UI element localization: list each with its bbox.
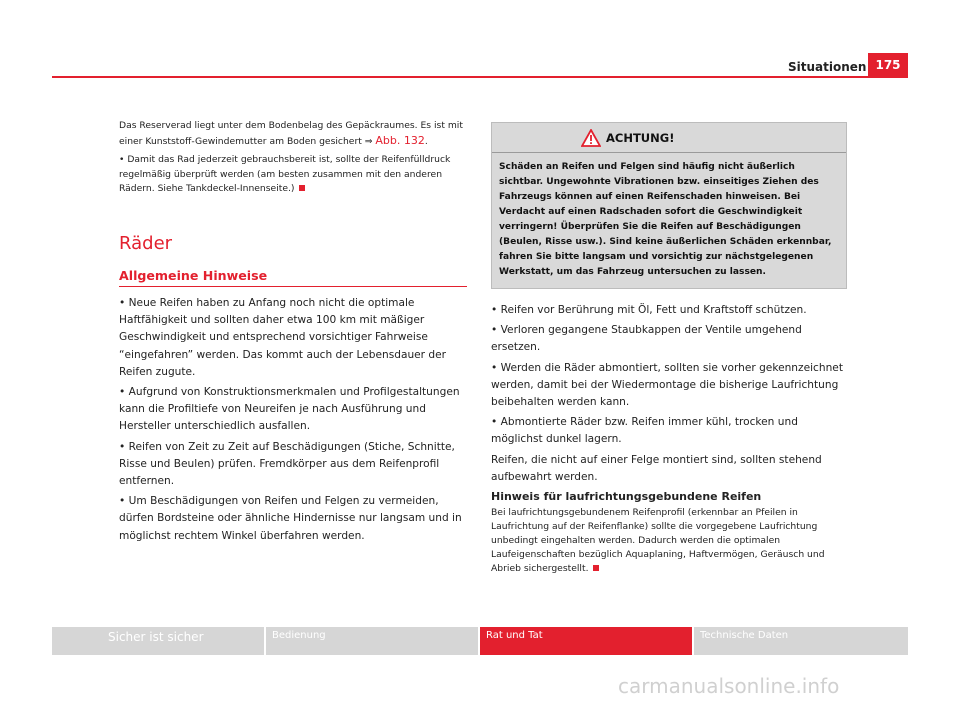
bullet-icon: •: [491, 361, 501, 374]
warning-header: [492, 123, 846, 153]
list-item-text: Reifen vor Berührung mit Öl, Fett und Kraftstoff schützen.: [500, 304, 807, 316]
laufrichtung-note: [491, 506, 847, 576]
list-item: [491, 360, 847, 412]
list-item-text: Um Beschädigungen von Reifen und Felgen zu vermeiden, dürfen Bordsteine oder ähnliche Hindernisse nur langsam und in möglichst rechtem Winkel überfahren werden.: [119, 495, 462, 542]
page-number: 175: [868, 53, 908, 77]
list-item: [119, 493, 469, 545]
list-item-text: Werden die Räder abmontiert, sollten sie vorher gekennzeichnet werden, damit bei der Wiedermontage die bisherige Laufrichtung beibehalten werden kann.: [491, 361, 843, 409]
bullet-icon: •: [491, 324, 501, 337]
bullet-icon: •: [119, 154, 128, 166]
tab-technische-daten[interactable]: Technische Daten: [694, 627, 908, 655]
warning-triangle-icon: [581, 129, 601, 147]
intro-paragraph: [119, 119, 469, 149]
tab-bedienung[interactable]: Bedienung: [266, 627, 480, 655]
intro-text: Das Reserverad liegt unter dem Bodenbelag des Gepäckraumes. Es ist mit einer Kunststoff-Gewindemutter am Boden gesichert: [119, 120, 463, 147]
right-bullet-list: [491, 302, 847, 449]
tab-rat-und-tat[interactable]: Rat und Tat: [480, 627, 694, 655]
warning-title: ACHTUNG!: [606, 130, 675, 145]
bullet-icon: •: [119, 296, 129, 309]
figure-reference-link[interactable]: Abb. 132: [375, 133, 425, 147]
end-mark-icon: [593, 565, 599, 571]
arrow-icon: ⇒: [364, 135, 373, 147]
section-title: Situationen: [788, 60, 867, 74]
list-item: [119, 439, 469, 491]
bullet-note-text: Damit das Rad jederzeit gebrauchsbereit ist, sollte der Reifenfülldruck regelmäßig überprüft werden (am besten zusammen mit den anderen Rädern. Siehe Tankdeckel-Innenseite.): [119, 154, 451, 195]
warning-box: [491, 122, 847, 289]
list-item-text: Neue Reifen haben zu Anfang noch nicht die optimale Haftfähigkeit und sollten daher etwa 100 km mit mäßiger Geschwindigkeit und entsprechend vorsichtiger Fahrweise “eingefahren” werden. Das kommt auch der Lebensdauer der Reifen zugute.: [119, 296, 447, 378]
heading-raeder: Räder: [119, 232, 173, 254]
laufrichtung-note-text: Bei laufrichtungsgebundenem Reifenprofil (erkennbar an Pfeilen in Laufrichtung auf der Reifenflanke) sollte die vorgegebene Laufrichtung unbedingt eingehalten werden. Dadurch werden die optimalen Laufeigenschaften bezüglich Aquaplaning, Haftvermögen, Geräusch und Abrieb sichergestellt.: [491, 507, 825, 575]
list-item-text: Abmontierte Räder bzw. Reifen immer kühl, trocken und möglichst dunkel lagern.: [491, 416, 798, 446]
bullet-icon: •: [119, 495, 129, 508]
storage-paragraph: Reifen, die nicht auf einer Felge montiert sind, sollten stehend aufbewahrt werden.: [491, 453, 822, 483]
header-rule: [52, 76, 908, 78]
list-item: [491, 414, 847, 448]
list-item-text: Aufgrund von Konstruktionsmerkmalen und Profilgestaltungen kann die Profiltiefe von Neureifen je nach Ausführung und Hersteller unterschiedlich ausfallen.: [119, 385, 460, 433]
footer-tabs: [52, 627, 908, 655]
bullet-icon: •: [491, 304, 501, 316]
list-item: [119, 384, 469, 436]
subheading-allgemeine-hinweise: Allgemeine Hinweise: [119, 268, 467, 287]
subheading-laufrichtung: Hinweis für laufrichtungsgebundene Reifen: [491, 490, 762, 504]
bullet-note: [119, 153, 469, 197]
list-item: [491, 322, 847, 356]
bullet-icon: •: [491, 416, 501, 429]
left-column: [119, 119, 469, 548]
intro-end: .: [424, 135, 428, 147]
list-item: [119, 295, 469, 381]
list-item-text: Reifen von Zeit zu Zeit auf Beschädigungen (Stiche, Schnitte, Risse und Beulen) prüfen. Fremdkörper aus dem Reifenprofil entfernen.: [119, 440, 455, 487]
bullet-icon: •: [119, 385, 129, 398]
list-item-text: Verloren gegangene Staubkappen der Ventile umgehend ersetzen.: [491, 324, 802, 354]
end-mark-icon: [299, 185, 305, 191]
list-item: [491, 302, 847, 319]
tab-sicher-ist-sicher[interactable]: Sicher ist sicher: [52, 627, 266, 655]
bullet-icon: •: [119, 440, 129, 453]
warning-text: Schäden an Reifen und Felgen sind häufig nicht äußerlich sichtbar. Ungewohnte Vibrationen bzw. einseitiges Ziehen des Fahrzeugs können auf einen Reifenschaden hinweisen. Bei Verdacht auf einen Radschaden sofort die Geschwindigkeit verringern! Überprüfen Sie die Reifen auf Beschädigungen (Beulen, Risse usw.). Sind keine äußerlichen Schäden erkennbar, fahren Sie bitte langsam und vorsichtig zur nächstgelegenen Werkstatt, um das Fahrzeug untersuchen zu lassen.: [499, 162, 832, 277]
watermark: carmanualsonline.info: [618, 674, 840, 698]
right-column: [491, 122, 847, 576]
